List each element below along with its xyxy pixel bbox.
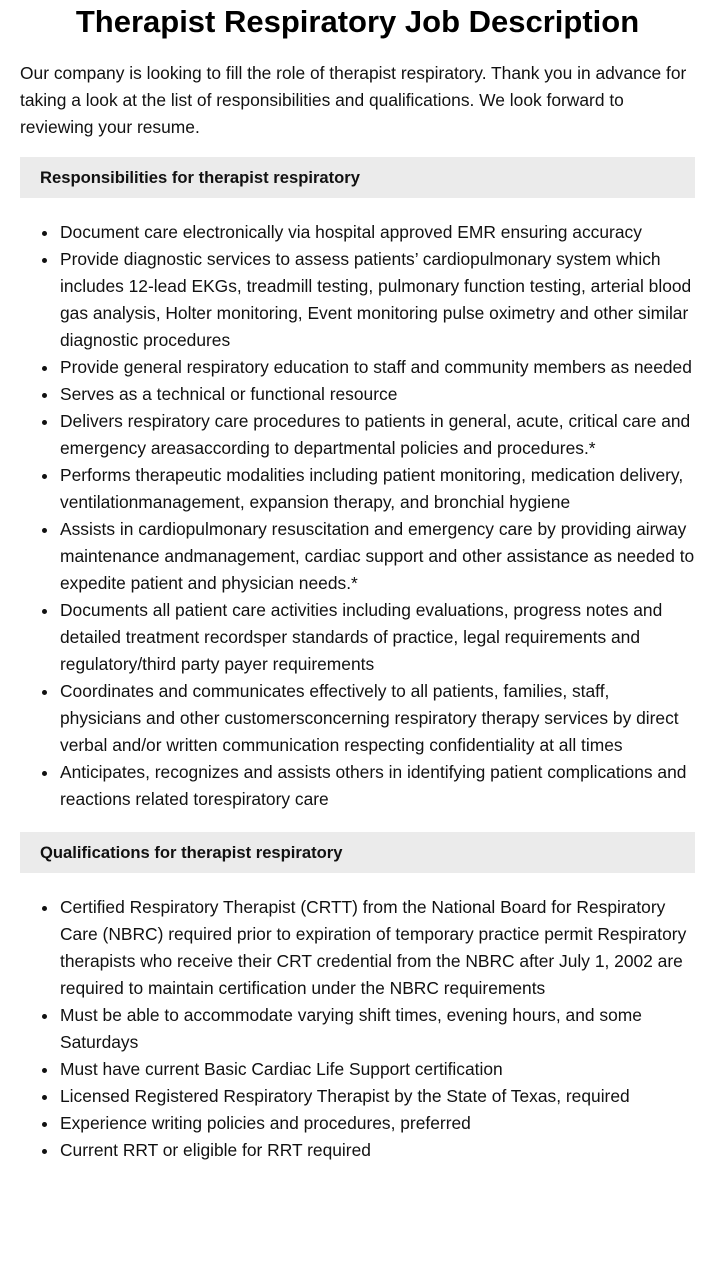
list-item: Provide diagnostic services to assess patients’ cardiopulmonary system which includes 12-lead EKGs, treadmill testing, pulmonary function testing, arterial blood gas analysis, Holter monitoring, Event monitoring pulse oximetry and other similar diagnostic procedures xyxy=(60,246,695,354)
responsibilities-list xyxy=(20,219,695,813)
page-title: Therapist Respiratory Job Description xyxy=(75,4,640,39)
list-item: Must be able to accommodate varying shift times, evening hours, and some Saturdays xyxy=(60,1002,695,1056)
list-item: Performs therapeutic modalities including patient monitoring, medication delivery, ventilationmanagement, expansion therapy, and bronchial hygiene xyxy=(60,462,695,516)
list-item: Serves as a technical or functional resource xyxy=(60,381,695,408)
qualifications-heading: Qualifications for therapist respiratory xyxy=(40,842,343,862)
intro-paragraph: Our company is looking to fill the role of therapist respiratory. Thank you in advance for taking a look at the list of responsibilities and qualifications. We look forward to reviewing your resume. xyxy=(20,63,687,137)
responsibilities-heading: Responsibilities for therapist respiratory xyxy=(40,167,360,187)
list-item: Must have current Basic Cardiac Life Support certification xyxy=(60,1056,695,1083)
qualifications-header xyxy=(20,832,695,873)
list-item: Anticipates, recognizes and assists others in identifying patient complications and reactions related torespiratory care xyxy=(60,759,695,813)
list-item: Provide general respiratory education to staff and community members as needed xyxy=(60,354,695,381)
list-item: Document care electronically via hospital approved EMR ensuring accuracy xyxy=(60,219,695,246)
list-item: Licensed Registered Respiratory Therapist by the State of Texas, required xyxy=(60,1083,695,1110)
list-item: Assists in cardiopulmonary resuscitation and emergency care by providing airway maintenance andmanagement, cardiac support and other assistance as needed to expedite patient and physician needs.* xyxy=(60,516,695,597)
list-item: Coordinates and communicates effectively to all patients, families, staff, physicians and other customersconcerning respiratory therapy services by direct verbal and/or written communication respecting confidentiality at all times xyxy=(60,678,695,759)
list-item: Experience writing policies and procedures, preferred xyxy=(60,1110,695,1137)
responsibilities-header xyxy=(20,157,695,198)
list-item: Delivers respiratory care procedures to patients in general, acute, critical care and emergency areasaccording to departmental policies and procedures.* xyxy=(60,408,695,462)
qualifications-list xyxy=(20,894,695,1164)
list-item: Current RRT or eligible for RRT required xyxy=(60,1137,695,1164)
list-item: Documents all patient care activities including evaluations, progress notes and detailed treatment recordsper standards of practice, legal requirements and regulatory/third party payer requirements xyxy=(60,597,695,678)
list-item: Certified Respiratory Therapist (CRTT) from the National Board for Respiratory Care (NBRC) required prior to expiration of temporary practice permit Respiratory therapists who receive their CRT credential from the NBRC after July 1, 2002 are required to maintain certification under the NBRC requirements xyxy=(60,894,695,1002)
